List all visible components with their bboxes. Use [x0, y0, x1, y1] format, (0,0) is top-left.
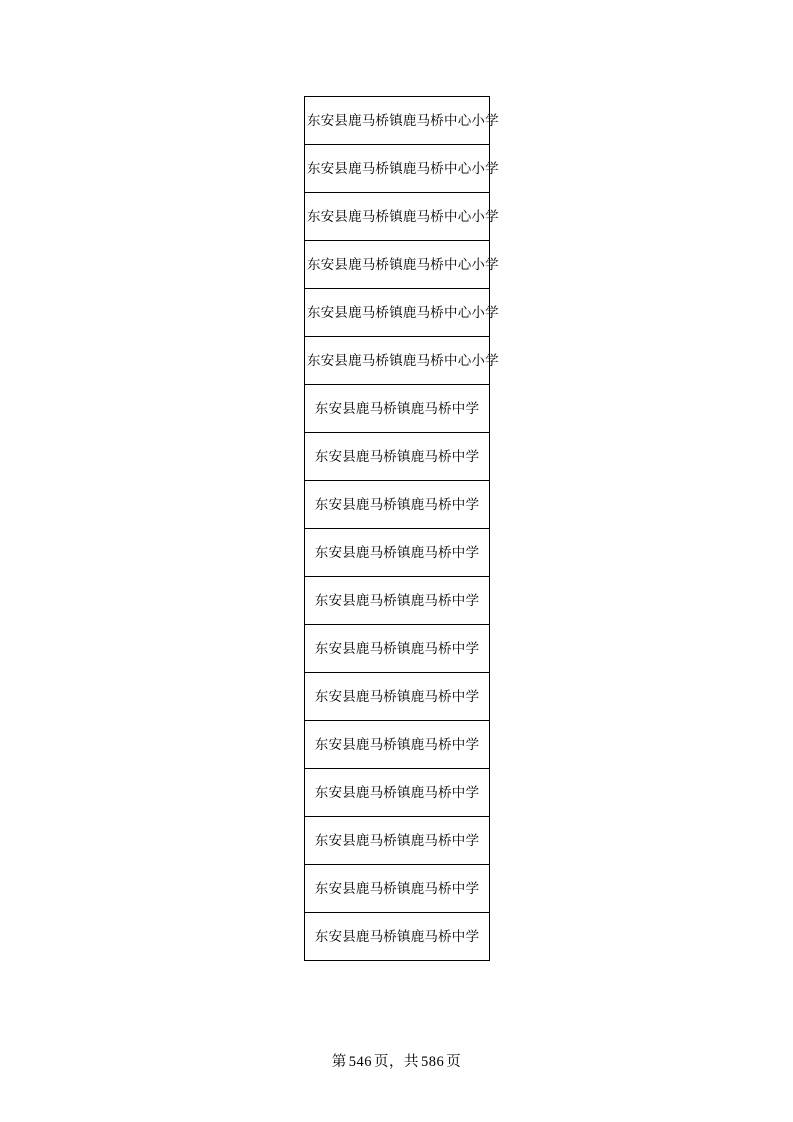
table-row: [305, 145, 490, 193]
table-row: [305, 721, 490, 769]
table-row: [305, 865, 490, 913]
table-row: [305, 673, 490, 721]
table-row: [305, 817, 490, 865]
school-table-body: [305, 97, 499, 961]
school-name-cell: 东安县鹿马桥镇鹿马桥中学: [305, 817, 490, 865]
page-footer: [0, 1050, 793, 1071]
table-row: [305, 913, 490, 961]
school-name-cell: 东安县鹿马桥镇鹿马桥中心小学: [305, 337, 490, 385]
table-row: [305, 433, 490, 481]
school-name-cell: 东安县鹿马桥镇鹿马桥中学: [305, 577, 490, 625]
school-name-cell: 东安县鹿马桥镇鹿马桥中学: [305, 721, 490, 769]
table-row: [305, 625, 490, 673]
school-name-cell: 东安县鹿马桥镇鹿马桥中学: [305, 625, 490, 673]
footer-current-page: 546: [348, 1054, 372, 1070]
footer-middle: 页，共: [374, 1054, 419, 1070]
school-table-container: [304, 96, 499, 961]
school-name-cell: 东安县鹿马桥镇鹿马桥中学: [305, 529, 490, 577]
footer-total-pages: 586: [421, 1054, 445, 1070]
table-row: [305, 241, 490, 289]
footer-suffix: 页: [446, 1054, 462, 1070]
school-name-cell: 东安县鹿马桥镇鹿马桥中学: [305, 481, 490, 529]
school-name-cell: 东安县鹿马桥镇鹿马桥中学: [305, 913, 490, 961]
school-name-cell: 东安县鹿马桥镇鹿马桥中学: [305, 865, 490, 913]
table-row: [305, 337, 490, 385]
table-row: [305, 193, 490, 241]
table-row: [305, 385, 490, 433]
table-row: [305, 481, 490, 529]
school-name-cell: 东安县鹿马桥镇鹿马桥中学: [305, 673, 490, 721]
school-table: [304, 96, 499, 961]
school-name-cell: 东安县鹿马桥镇鹿马桥中心小学: [305, 241, 490, 289]
school-name-cell: 东安县鹿马桥镇鹿马桥中心小学: [305, 193, 490, 241]
school-name-cell: 东安县鹿马桥镇鹿马桥中学: [305, 433, 490, 481]
school-name-cell: 东安县鹿马桥镇鹿马桥中学: [305, 769, 490, 817]
school-name-cell: 东安县鹿马桥镇鹿马桥中心小学: [305, 97, 490, 145]
school-name-cell: 东安县鹿马桥镇鹿马桥中心小学: [305, 145, 490, 193]
school-name-cell: 东安县鹿马桥镇鹿马桥中学: [305, 385, 490, 433]
table-row: [305, 97, 490, 145]
table-row: [305, 577, 490, 625]
school-name-cell: 东安县鹿马桥镇鹿马桥中心小学: [305, 289, 490, 337]
footer-prefix: 第: [331, 1054, 347, 1070]
table-row: [305, 289, 490, 337]
table-row: [305, 529, 490, 577]
table-row: [305, 769, 490, 817]
